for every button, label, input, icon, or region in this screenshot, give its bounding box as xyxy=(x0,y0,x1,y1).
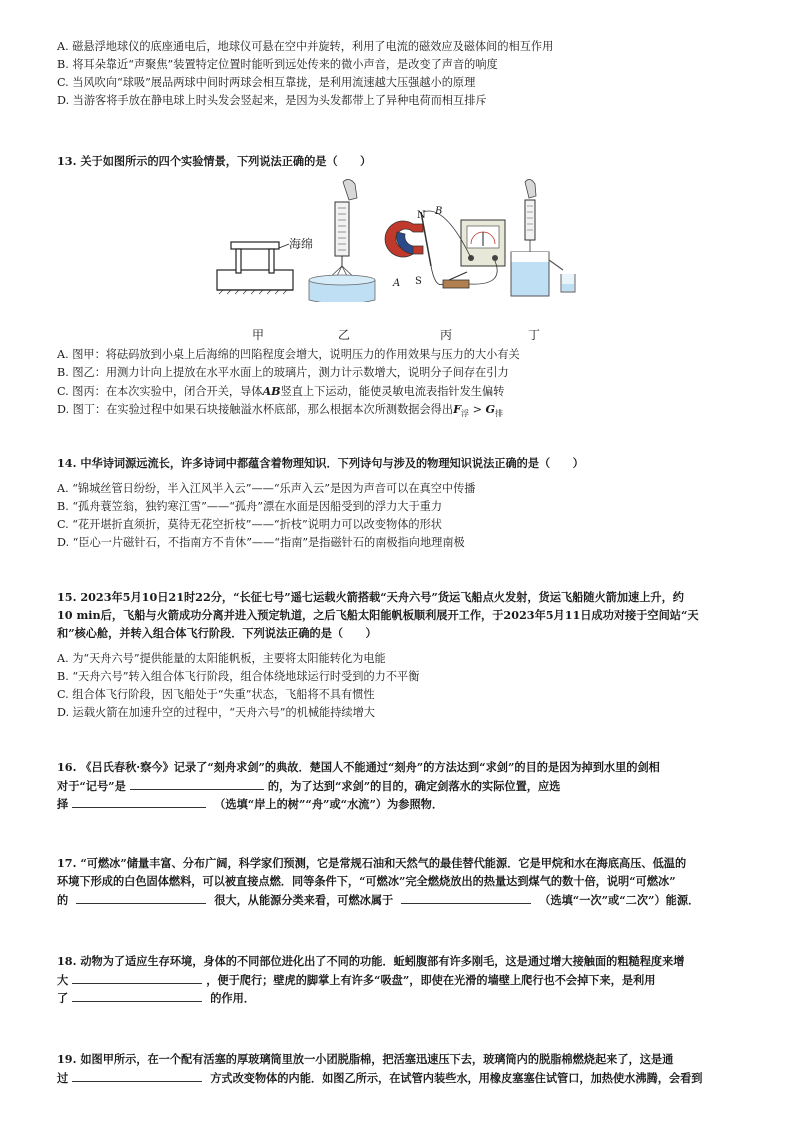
q17-blank-1[interactable] xyxy=(76,892,206,904)
q15-option-b: B. “天舟六号”转入组合体飞行阶段，组合体绕地球运行时受到的力不平衡 xyxy=(57,670,420,683)
q18-blank-2[interactable] xyxy=(72,990,202,1002)
q19-line-2-head: 过 xyxy=(57,1071,69,1085)
q16-line-1: 16. 《吕氏春秋·察今》记录了“刻舟求剑”的典故．楚国人不能通过“刻舟”的方法达到“求剑”的目的是因为掉到水里的剑相 xyxy=(57,760,660,774)
magnet-s-label: S xyxy=(415,276,422,287)
q13-experiment-figure xyxy=(205,176,595,302)
q14-stem: 14. 中华诗词源远流长，许多诗词中都蕴含着物理知识．下列诗句与涉及的物理知识说法正确的是（ ） xyxy=(57,456,584,470)
q16-line-3-tail: （选填“岸上的树”“舟”或“水流”）为参照物． xyxy=(214,797,444,811)
buoyancy-symbol: F xyxy=(453,402,462,416)
figure-yi xyxy=(309,179,375,302)
q13-option-c xyxy=(57,384,504,399)
conductor-a-label: A xyxy=(393,278,401,289)
sponge-label: 海绵 xyxy=(289,237,314,251)
q12-option-d: D. 当游客将手放在静电球上时头发会竖起来，是因为头发都带上了异种电荷而相互排斥 xyxy=(57,94,487,107)
q14-option-c: C. “花开堪折直须折，莫待无花空折枝”——“折枝”说明力可以改变物体的形状 xyxy=(57,518,442,531)
q18-line-3-head: 了 xyxy=(57,991,69,1005)
q14-option-d: D. “臣心一片磁针石，不指南方不肯休”——“指南”是指磁针石的南极指向地理南极 xyxy=(57,536,465,549)
greater-than-sign: > xyxy=(469,403,486,416)
q17-line-2: 环境下形成的白色固体燃料，可以被直接点燃．同等条件下，“可燃冰”完全燃烧放出的热量达到煤气的数十倍，说明“可燃冰” xyxy=(57,874,676,888)
q16-blank-2[interactable] xyxy=(72,796,206,808)
q16-line-2 xyxy=(57,778,560,793)
q14-option-a: A. “锦城丝管日纷纷，半入江风半入云”——“乐声入云”是因为声音可以在真空中传播 xyxy=(57,482,476,495)
displaced-weight-subscript: 排 xyxy=(495,409,504,419)
figure-bing xyxy=(385,206,505,289)
q18-line-3-tail: 的作用． xyxy=(210,991,255,1005)
figure-label-ding: 丁 xyxy=(528,328,541,342)
q15-stem-line-3: 和”核心舱，并转入组合体飞行阶段．下列说法正确的是（ ） xyxy=(57,626,377,640)
q13-option-b: B. 图乙：用测力计向上提放在水平水面上的玻璃片，测力计示数增大，说明分子间存在引力 xyxy=(57,366,509,379)
q16-line-2-head: 对于“记号”是 xyxy=(57,779,126,793)
q17-line-1: 17. “可燃冰”储量丰富、分布广阔，科学家们预测，它是常规石油和天然气的最佳替代能源．它是甲烷和水在海底高压、低温的 xyxy=(57,856,687,870)
q15-stem-line-2: 10 min后，飞船与火箭成功分离并进入预定轨道，之后飞船太阳能帆板顺利展开工作，于2023年5月11日成功对接于空间站“天 xyxy=(57,608,699,622)
q18-line-2-head: 大 xyxy=(57,973,69,987)
q15-option-a: A. 为“天舟六号”提供能量的太阳能帆板，主要将太阳能转化为电能 xyxy=(57,652,386,665)
q18-blank-1[interactable] xyxy=(72,972,202,984)
q15-stem-line-1: 15. 2023年5月10日21时22分，“长征七号”遥七运载火箭搭载“天舟六号”货运飞船点火发射，货运飞船随火箭加速上升，约 xyxy=(57,590,684,604)
q19-line-1: 19. 如图甲所示，在一个配有活塞的厚玻璃筒里放一小团脱脂棉，把活塞迅速压下去，玻璃筒内的脱脂棉燃烧起来了，这是通 xyxy=(57,1052,674,1066)
q18-line-1: 18. 动物为了适应生存环境，身体的不同部位进化出了不同的功能．蚯蚓腹部有许多刚毛，这是通过增大接触面的粗糙程度来增 xyxy=(57,954,685,968)
q19-line-2 xyxy=(57,1070,702,1085)
figure-ding xyxy=(511,179,575,296)
figure-label-yi: 乙 xyxy=(338,328,351,342)
figure-label-bing: 丙 xyxy=(440,328,453,342)
q15-option-d: D. 运载火箭在加速升空的过程中，“天舟六号”的机械能持续增大 xyxy=(57,706,375,719)
q18-line-2 xyxy=(57,972,655,987)
q17-line-3-middle: 很大，从能源分类来看，可燃冰属于 xyxy=(214,893,394,907)
q12-option-c: C. 当风吹向“球吸”展品两球中间时两球会相互靠拢，是利用流速越大压强越小的原理 xyxy=(57,76,476,89)
q17-line-3-head: 的 xyxy=(57,893,69,907)
q17-line-3 xyxy=(57,892,699,907)
q12-option-a: A. 磁悬浮地球仪的底座通电后，地球仪可悬在空中并旋转，利用了电流的磁效应及磁体间的相互作用 xyxy=(57,40,554,53)
q18-line-3 xyxy=(57,990,255,1005)
q17-blank-2[interactable] xyxy=(401,892,531,904)
figure-jia xyxy=(217,242,293,294)
q15-option-c: C. 组合体飞行阶段，因飞船处于“失重”状态，飞船将不具有惯性 xyxy=(57,688,375,701)
q13-option-c-head: C. 图丙：在本次实验中，闭合开关，导体 xyxy=(57,385,263,398)
q13-option-d-head: D. 图丁：在实验过程中如果石块接触溢水杯底部，那么根据本次所测数据会得出 xyxy=(57,403,454,416)
q13-stem: 13. 关于如图所示的四个实验情景，下列说法正确的是（ ） xyxy=(57,154,372,168)
conductor-ab-symbol: AB xyxy=(262,384,281,398)
displaced-weight-symbol: G xyxy=(485,402,496,416)
q12-option-b: B. 将耳朵靠近“声聚焦”装置特定位置时能听到远处传来的微小声音，是改变了声音的响度 xyxy=(57,58,498,71)
q19-line-2-tail: 方式改变物体的内能．如图乙所示，在试管内装些水，用橡皮塞塞住试管口，加热使水沸腾，会看到 xyxy=(210,1071,703,1085)
q17-line-3-tail: （选填“一次”或“二次”）能源． xyxy=(539,893,700,907)
q18-line-2-tail: ，便于爬行；壁虎的脚掌上有许多“吸盘”，即使在光滑的墙壁上爬行也不会掉下来，是利用 xyxy=(206,973,656,987)
q19-blank-1[interactable] xyxy=(72,1070,202,1082)
figure-label-jia: 甲 xyxy=(252,328,265,342)
q16-line-3 xyxy=(57,796,443,811)
q16-line-2-tail: 的，为了达到“求剑”的目的，确定剑落水的实际位置，应选 xyxy=(267,779,561,793)
conductor-b-label: B xyxy=(435,206,443,217)
q14-option-b: B. “孤舟蓑笠翁，独钓寒江雪”——“孤舟”漂在水面是因船受到的浮力大于重力 xyxy=(57,500,443,513)
magnet-n-label: N xyxy=(417,210,426,221)
q16-line-3-head: 择 xyxy=(57,797,69,811)
q13-option-c-tail: 竖直上下运动，能使灵敏电流表指针发生偏转 xyxy=(280,385,505,398)
q13-option-d xyxy=(57,402,503,421)
buoyancy-subscript: 浮 xyxy=(461,409,470,419)
q16-blank-1[interactable] xyxy=(130,778,264,790)
q13-option-a: A. 图甲：将砝码放到小桌上后海绵的凹陷程度会增大，说明压力的作用效果与压力的大小有关 xyxy=(57,348,520,361)
